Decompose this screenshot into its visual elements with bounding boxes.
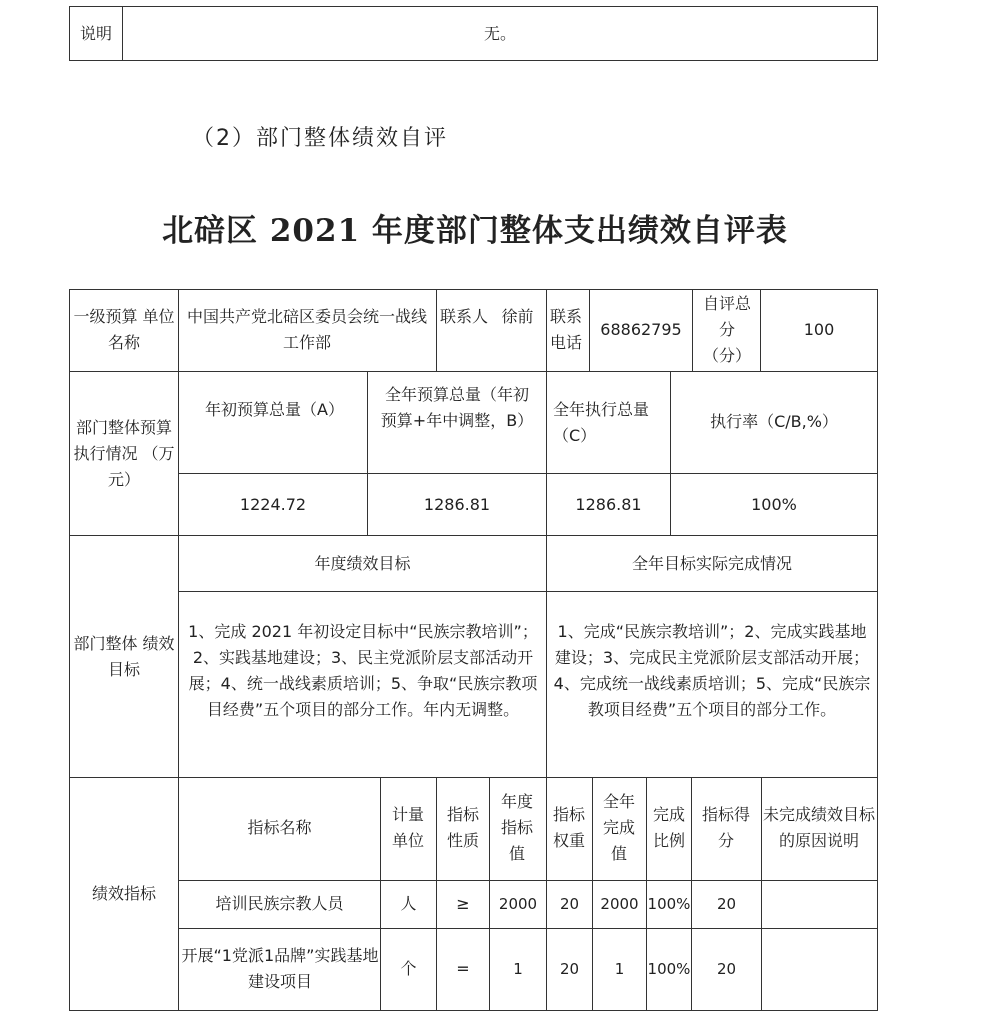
goals-right-text: 1、完成“民族宗教培训”；2、完成实践基地建设；3、完成民主党派阶层支部活动开展；4、完成统一战线素质培训；5、完成“民族宗教项目经费”五个项目的部分工作。	[553, 622, 871, 719]
indicator-cell: 20	[716, 960, 737, 978]
indicator-header-weight: 指标权重	[552, 805, 585, 850]
score-label: 自评总分（分）	[702, 294, 751, 365]
goals-header-left: 年度绩效目标	[314, 554, 411, 573]
description-label: 说明	[79, 24, 112, 43]
indicator-cell: 100%	[647, 960, 691, 978]
score-value: 100	[803, 320, 835, 339]
budget-col-b: 全年预算总量（年初预算+年中调整，B）	[380, 385, 534, 430]
indicator-header-nature: 指标性质	[446, 805, 479, 850]
budget-col-a: 年初预算总量（A）	[205, 400, 344, 419]
phone-value: 68862795	[600, 320, 682, 339]
section-heading: （2）部门整体绩效自评	[192, 126, 448, 151]
indicators-label: 绩效指标	[91, 884, 156, 903]
indicator-cell: 20	[716, 895, 737, 913]
indicator-cell: 个	[400, 959, 417, 978]
description-value: 无。	[483, 24, 516, 43]
indicator-header-score: 指标得分	[701, 805, 750, 850]
page-title: 北碚区 2021 年度部门整体支出绩效自评表	[162, 213, 788, 249]
indicator-cell: 100%	[647, 895, 691, 913]
budget-label: 部门整体预算执行情况 （万元）	[73, 418, 175, 489]
indicator-cell: 人	[400, 894, 417, 913]
indicator-header-name: 指标名称	[247, 818, 312, 837]
indicator-header-reason: 未完成绩效目标的原因说明	[763, 805, 876, 850]
budget-col-rate: 执行率（C/B,%）	[710, 412, 838, 431]
goals-label: 部门整体 绩效目标	[73, 634, 175, 679]
indicator-header-target: 年度指标值	[500, 792, 533, 863]
unit-value: 中国共产党北碚区委员会统一战线工作部	[186, 307, 427, 352]
indicator-cell: 培训民族宗教人员	[215, 894, 344, 913]
indicator-cell: 20	[559, 895, 580, 913]
goals-left-text: 1、完成 2021 年初设定目标中“民族宗教培训”；2、实践基地建设；3、民主党派阶层支部活动开展；4、统一战线素质培训；5、争取“民族宗教项目经费”五个项目的部分工作。年内无调整。	[188, 622, 538, 719]
contact-label: 联系人	[440, 307, 489, 326]
budget-val-a: 1224.72	[239, 495, 307, 514]
indicator-cell: =	[456, 959, 470, 978]
budget-val-b: 1286.81	[423, 495, 491, 514]
indicator-header-unit: 计量单位	[391, 805, 424, 850]
indicator-cell: 2000	[498, 895, 538, 913]
indicator-cell: ≥	[456, 894, 470, 913]
budget-col-c: 全年执行总量 （C）	[553, 400, 650, 445]
indicator-header-actual: 全年完成值	[602, 792, 635, 863]
indicator-cell: 1	[513, 960, 523, 978]
indicator-cell: 20	[559, 960, 580, 978]
indicator-header-ratio: 完成比例	[652, 805, 685, 850]
indicator-cell: 2000	[600, 895, 639, 913]
indicator-cell: 1	[614, 960, 625, 978]
unit-label: 一级预算 单位名称	[73, 307, 175, 352]
indicator-cell: 开展“1党派1品牌”实践基地建设项目	[181, 946, 379, 991]
budget-val-rate: 100%	[751, 495, 797, 514]
contact-value: 徐前	[501, 307, 534, 326]
phone-label: 联系电话	[550, 307, 583, 352]
budget-val-c: 1286.81	[575, 495, 642, 514]
goals-header-right: 全年目标实际完成情况	[631, 554, 792, 573]
